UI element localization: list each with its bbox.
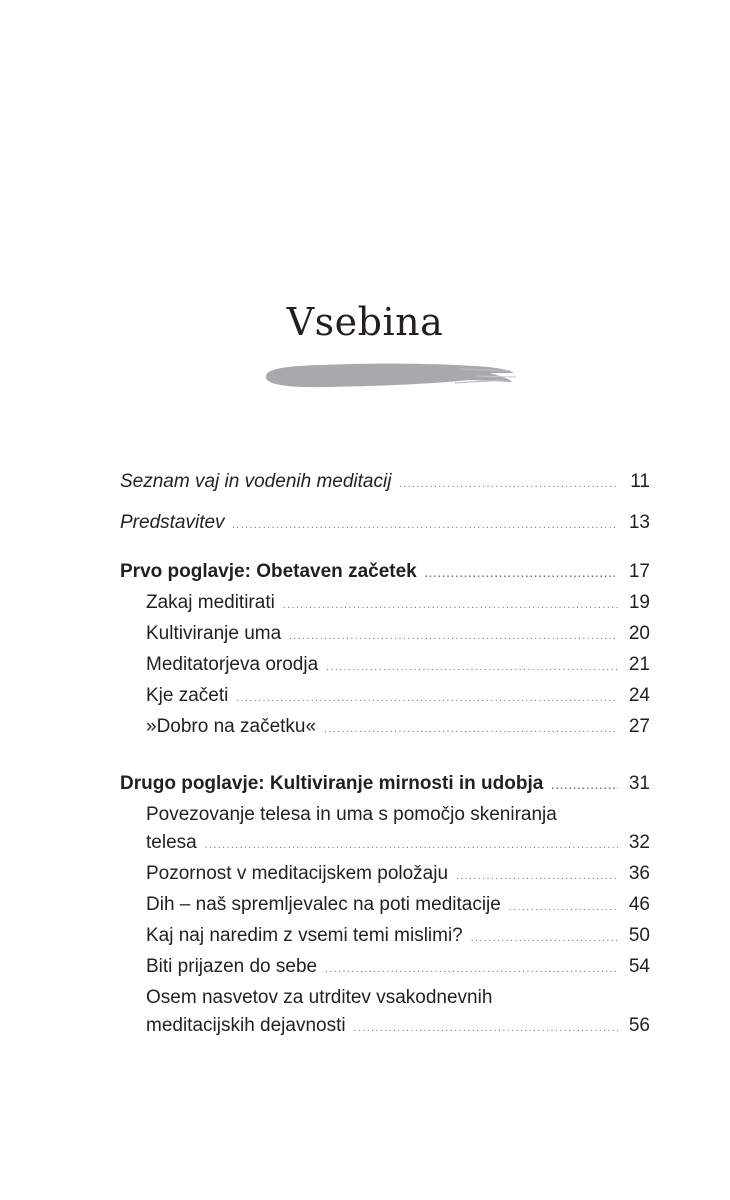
toc-entry-page: 32	[628, 832, 650, 853]
toc-chapter-label: Prvo poglavje: Obetaven začetek	[120, 561, 417, 582]
toc-entry-dobro-na-zacetku[interactable]	[120, 713, 650, 744]
toc-entry-page: 56	[628, 1015, 650, 1036]
toc-entry-label: Meditatorjeva orodja	[146, 654, 319, 675]
leader-dots	[289, 623, 618, 651]
leader-dots	[354, 1015, 618, 1043]
toc-entry-page: 17	[628, 561, 650, 582]
toc-entry-label: Seznam vaj in vodenih meditacij	[120, 471, 392, 492]
toc-entry-label-line2: meditacijskih dejavnosti	[146, 1015, 346, 1036]
toc-entry-page: 13	[628, 512, 650, 533]
toc-entry-page: 11	[630, 471, 650, 492]
toc-entry-page: 31	[628, 773, 650, 794]
toc-entry-page: 24	[628, 685, 650, 706]
leader-dots	[205, 832, 618, 860]
leader-dots	[236, 685, 618, 713]
leader-dots	[551, 773, 618, 801]
brush-stroke-divider	[260, 358, 516, 392]
toc-entry-page: 21	[628, 654, 650, 675]
toc-entry-label: Pozornost v meditacijskem položaju	[146, 863, 449, 884]
toc-entry-kultiviranje-uma[interactable]	[120, 620, 650, 651]
leader-dots	[399, 471, 618, 499]
toc-entry-page: 54	[628, 956, 650, 977]
toc-entry-povezovanje[interactable]	[120, 829, 650, 860]
toc-entry-label: Dih – naš spremljevalec na poti meditacije	[146, 894, 501, 915]
toc-entry-page: 27	[628, 716, 650, 737]
toc-entry-zakaj-meditirati[interactable]	[120, 589, 650, 620]
toc-entry-seznam[interactable]	[120, 468, 650, 499]
toc-entry-meditatorjeva-orodja[interactable]	[120, 651, 650, 682]
toc-entry-biti-prijazen[interactable]	[120, 953, 650, 984]
leader-dots	[456, 863, 618, 891]
toc-entry-label: Biti prijazen do sebe	[146, 956, 318, 977]
toc-entry-misli[interactable]	[120, 922, 650, 953]
toc-entry-dih[interactable]	[120, 891, 650, 922]
toc-entry-label: Kultiviranje uma	[146, 623, 282, 644]
toc-entry-label: Predstavitev	[120, 512, 225, 533]
leader-dots	[283, 592, 618, 620]
toc-entry-pozornost[interactable]	[120, 860, 650, 891]
toc-entry-kje-zaceti[interactable]	[120, 682, 650, 713]
page-title: Vsebina	[286, 300, 444, 344]
leader-dots	[425, 561, 618, 589]
toc-entry-page: 46	[628, 894, 650, 915]
toc-entry-label: Kje začeti	[146, 685, 229, 706]
leader-dots	[324, 716, 618, 744]
table-of-contents	[120, 468, 650, 1043]
leader-dots	[325, 956, 618, 984]
toc-entry-label: »Dobro na začetku«	[146, 716, 317, 737]
toc-entry-page: 20	[628, 623, 650, 644]
toc-entry-page: 19	[628, 592, 650, 613]
leader-dots	[326, 654, 618, 682]
toc-entry-label-line1[interactable]: Osem nasvetov za utrditev vsakodnevnih	[146, 987, 493, 1008]
toc-chapter-2[interactable]	[120, 770, 650, 801]
toc-entry-label-line1[interactable]: Povezovanje telesa in uma s pomočjo skeniranja	[146, 804, 557, 825]
toc-entry-osem-nasvetov[interactable]	[120, 1012, 650, 1043]
toc-chapter-1[interactable]	[120, 558, 650, 589]
toc-chapter-label: Drugo poglavje: Kultiviranje mirnosti in udobja	[120, 773, 544, 794]
leader-dots	[233, 512, 618, 540]
toc-entry-predstavitev[interactable]	[120, 509, 650, 540]
toc-entry-page: 50	[628, 925, 650, 946]
toc-entry-label: Kaj naj naredim z vsemi temi mislimi?	[146, 925, 463, 946]
toc-entry-label-line2: telesa	[146, 832, 197, 853]
toc-entry-page: 36	[628, 863, 650, 884]
leader-dots	[509, 894, 618, 922]
leader-dots	[471, 925, 618, 953]
toc-entry-label: Zakaj meditirati	[146, 592, 275, 613]
